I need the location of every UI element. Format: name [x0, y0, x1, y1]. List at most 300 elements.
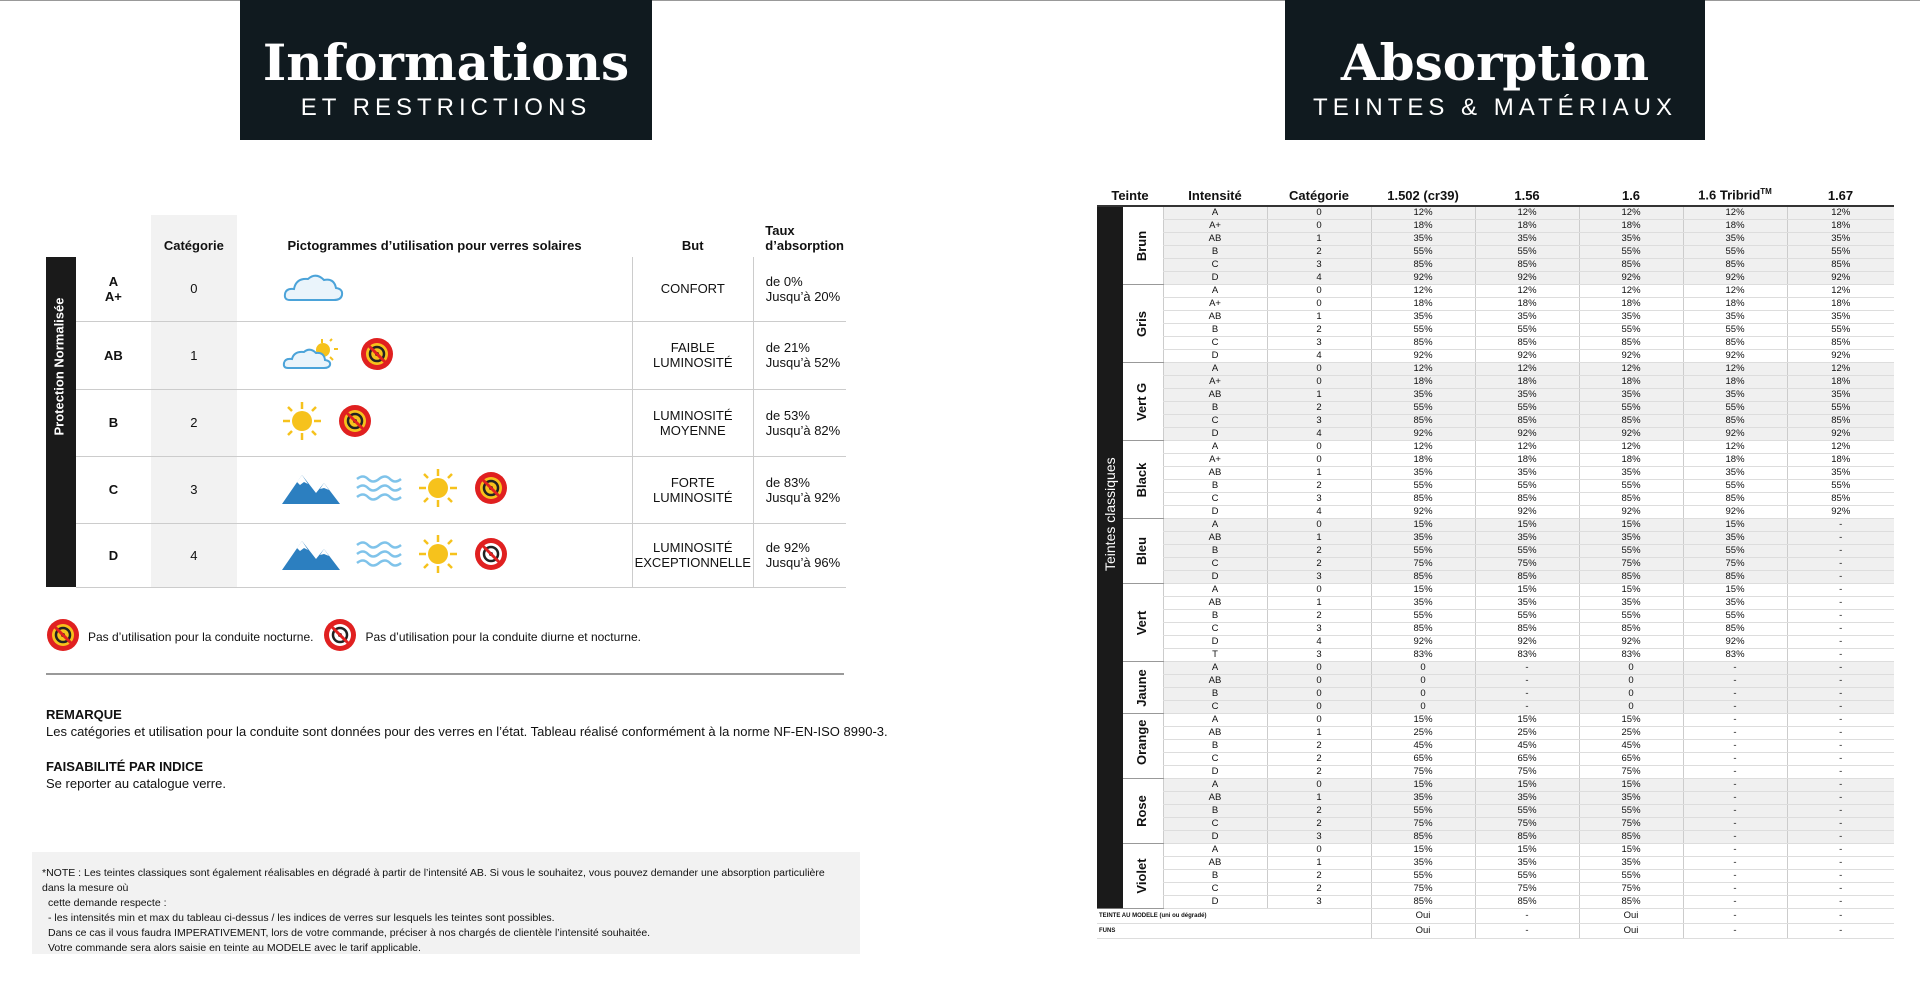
cell: 83%: [1579, 649, 1683, 662]
cell: 35%: [1787, 311, 1894, 324]
cloud-sun-icon: [282, 337, 344, 374]
taux-line: de 92%: [765, 540, 810, 555]
tint-row: [1097, 844, 1894, 857]
cell: 0: [1267, 220, 1371, 233]
col-167: 1.67: [1787, 186, 1894, 206]
tint-row: [1097, 519, 1894, 532]
tint-name: Gris: [1134, 310, 1149, 337]
cell: 55%: [1787, 246, 1894, 259]
cell: 12%: [1683, 441, 1787, 454]
cell: 85%: [1371, 571, 1475, 584]
mountain-icon: [282, 537, 340, 574]
footer-cell: -: [1683, 924, 1787, 939]
cell: 85%: [1371, 337, 1475, 350]
cell: 85%: [1475, 259, 1579, 272]
tint-row: [1097, 623, 1894, 636]
category-row: [46, 321, 846, 389]
but-line: FAIBLE: [670, 340, 715, 355]
tint-row: [1097, 402, 1894, 415]
cell: 0: [1579, 688, 1683, 701]
cell: 85%: [1683, 415, 1787, 428]
cell: 3: [1267, 831, 1371, 844]
sun-icon: [418, 468, 458, 511]
cell: 85%: [1683, 571, 1787, 584]
cell: 12%: [1683, 285, 1787, 298]
cell: 18%: [1371, 220, 1475, 233]
cell: 92%: [1683, 350, 1787, 363]
tint-row: [1097, 350, 1894, 363]
footer-label: TEINTE AU MODELE (uni ou dégradé): [1097, 909, 1371, 924]
cell: 15%: [1683, 584, 1787, 597]
col-16: 1.6: [1579, 186, 1683, 206]
tint-group-label: [1123, 441, 1163, 519]
but-line: EXCEPTIONNELLE: [634, 555, 751, 570]
taux-cell: [753, 257, 846, 321]
cell: -: [1787, 727, 1894, 740]
cell: 75%: [1683, 558, 1787, 571]
taux-cell: [753, 389, 846, 456]
cell: 35%: [1371, 532, 1475, 545]
cell: A: [1163, 844, 1267, 857]
cell: A: [1163, 662, 1267, 675]
cell: -: [1683, 883, 1787, 896]
cell: D: [1163, 506, 1267, 519]
tint-name: Jaune: [1134, 668, 1149, 707]
cell: 35%: [1371, 597, 1475, 610]
cell: 18%: [1371, 376, 1475, 389]
cell: 12%: [1475, 363, 1579, 376]
cell: 3: [1267, 623, 1371, 636]
footer-cell: -: [1475, 909, 1579, 924]
categorie-cell: 3: [151, 456, 237, 523]
teintes-classiques-sidebar: [1097, 206, 1123, 909]
cell: D: [1163, 428, 1267, 441]
cell: 2: [1267, 402, 1371, 415]
divider: [46, 673, 844, 675]
cell: 12%: [1579, 285, 1683, 298]
cell: -: [1787, 818, 1894, 831]
cell: 12%: [1683, 363, 1787, 376]
cell: 15%: [1371, 714, 1475, 727]
cell: 85%: [1475, 571, 1579, 584]
cell: 2: [1267, 480, 1371, 493]
intensity-letters: [76, 523, 151, 587]
cell: -: [1683, 727, 1787, 740]
cell: A: [1163, 519, 1267, 532]
cell: 92%: [1579, 506, 1683, 519]
sidebar-label: Protection Normalisée: [51, 297, 67, 435]
cell: 85%: [1683, 259, 1787, 272]
cell: 75%: [1579, 818, 1683, 831]
cell: 18%: [1683, 220, 1787, 233]
cell: -: [1787, 831, 1894, 844]
cell: 15%: [1579, 844, 1683, 857]
cell: 92%: [1787, 350, 1894, 363]
tint-name: Black: [1134, 462, 1149, 497]
cell: -: [1683, 779, 1787, 792]
cell: -: [1787, 675, 1894, 688]
cell: 75%: [1475, 766, 1579, 779]
cell: 92%: [1371, 506, 1475, 519]
cell: C: [1163, 818, 1267, 831]
cell: -: [1475, 701, 1579, 714]
cell: 55%: [1475, 545, 1579, 558]
banner-title: Absorption: [1340, 33, 1650, 92]
cell: 85%: [1371, 623, 1475, 636]
taux-line: Jusqu’à 52%: [765, 355, 841, 370]
cell: 45%: [1371, 740, 1475, 753]
cell: AB: [1163, 792, 1267, 805]
cell: A: [1163, 779, 1267, 792]
cell: -: [1787, 545, 1894, 558]
cell: 85%: [1579, 623, 1683, 636]
cell: -: [1683, 857, 1787, 870]
cell: 55%: [1579, 246, 1683, 259]
tint-group-label: [1123, 779, 1163, 844]
categorie-cell: 2: [151, 389, 237, 456]
tribrid-tm: TM: [1760, 187, 1772, 197]
cell: 92%: [1371, 350, 1475, 363]
tint-name: Vert: [1134, 610, 1149, 635]
cell: 4: [1267, 350, 1371, 363]
tint-row: [1097, 324, 1894, 337]
cell: -: [1475, 688, 1579, 701]
cell: A+: [1163, 454, 1267, 467]
taux-line: Jusqu’à 92%: [765, 489, 841, 505]
cell: -: [1787, 662, 1894, 675]
cell: 85%: [1683, 337, 1787, 350]
cell: 83%: [1371, 649, 1475, 662]
cell: 3: [1267, 649, 1371, 662]
banner-title: Informations: [262, 33, 630, 92]
cell: -: [1683, 714, 1787, 727]
cell: B: [1163, 688, 1267, 701]
cell: -: [1787, 792, 1894, 805]
cell: AB: [1163, 389, 1267, 402]
but-line: LUMINOSITÉ: [653, 540, 733, 555]
cell: 85%: [1787, 493, 1894, 506]
note-box: [32, 852, 860, 954]
cell: -: [1787, 701, 1894, 714]
cell: 85%: [1475, 493, 1579, 506]
sun-icon: [418, 534, 458, 577]
cell: 0: [1267, 376, 1371, 389]
cell: 55%: [1371, 805, 1475, 818]
cell: -: [1683, 831, 1787, 844]
faisabilite-title: FAISABILITÉ PAR INDICE: [46, 759, 204, 774]
cell: 2: [1267, 324, 1371, 337]
cell: -: [1787, 519, 1894, 532]
cell: T: [1163, 649, 1267, 662]
cell: -: [1787, 610, 1894, 623]
cell: 55%: [1371, 545, 1475, 558]
cell: C: [1163, 558, 1267, 571]
cell: -: [1787, 623, 1894, 636]
col-categorie: Catégorie: [1267, 186, 1371, 206]
taux-cell: [753, 321, 846, 389]
cell: 65%: [1371, 753, 1475, 766]
cell: 85%: [1579, 259, 1683, 272]
cell: 55%: [1787, 402, 1894, 415]
cell: 85%: [1787, 337, 1894, 350]
col-intensite: Intensité: [1163, 186, 1267, 206]
cell: 0: [1579, 662, 1683, 675]
cell: 35%: [1371, 857, 1475, 870]
footer-cell: -: [1787, 909, 1894, 924]
cell: 15%: [1683, 519, 1787, 532]
cell: 75%: [1371, 558, 1475, 571]
cell: 92%: [1787, 428, 1894, 441]
cell: 3: [1267, 493, 1371, 506]
tint-group-label: [1123, 584, 1163, 662]
cell: 75%: [1475, 558, 1579, 571]
cell: 55%: [1683, 480, 1787, 493]
cell: 55%: [1475, 402, 1579, 415]
cell: 0: [1267, 441, 1371, 454]
cell: 1: [1267, 311, 1371, 324]
informations-banner: [240, 0, 652, 140]
cell: 2: [1267, 545, 1371, 558]
cell: 12%: [1683, 206, 1787, 220]
cell: 18%: [1579, 220, 1683, 233]
cell: C: [1163, 623, 1267, 636]
remarque-text: Les catégories et utilisation pour la conduite sont données pour des verres en l’état. Tableau réalisé conformément à la norme NF-EN-ISO 8990-3.: [46, 724, 888, 739]
cell: D: [1163, 896, 1267, 909]
cell: 92%: [1683, 636, 1787, 649]
cell: AB: [1163, 727, 1267, 740]
cell: 0: [1267, 688, 1371, 701]
cell: -: [1683, 662, 1787, 675]
cell: 85%: [1475, 337, 1579, 350]
no-driving-icon: [323, 618, 357, 655]
cell: 92%: [1475, 636, 1579, 649]
categorie-cell: 4: [151, 523, 237, 587]
footer-cell: Oui: [1371, 924, 1475, 939]
cell: 55%: [1371, 610, 1475, 623]
tint-row: [1097, 337, 1894, 350]
cell: AB: [1163, 857, 1267, 870]
cell: B: [1163, 545, 1267, 558]
cell: -: [1683, 870, 1787, 883]
cell: C: [1163, 701, 1267, 714]
cell: 1: [1267, 389, 1371, 402]
footer-cell: Oui: [1371, 909, 1475, 924]
footer-cell: -: [1683, 909, 1787, 924]
cell: 0: [1267, 298, 1371, 311]
footer-cell: Oui: [1579, 924, 1683, 939]
but-line: FORTE: [670, 474, 715, 490]
tint-row: [1097, 740, 1894, 753]
cell: 55%: [1579, 545, 1683, 558]
cell: -: [1787, 753, 1894, 766]
col-teinte: Teinte: [1097, 186, 1163, 206]
categories-table: [46, 215, 846, 588]
cell: B: [1163, 740, 1267, 753]
taux-line: Jusqu’à 20%: [765, 288, 841, 304]
cell: C: [1163, 883, 1267, 896]
cell: 0: [1267, 844, 1371, 857]
cell: 2: [1267, 766, 1371, 779]
pictograms-cell: [237, 456, 632, 523]
tint-row: [1097, 584, 1894, 597]
tint-name: Violet: [1134, 858, 1149, 894]
cell: 35%: [1475, 792, 1579, 805]
cell: 15%: [1371, 779, 1475, 792]
cell: 2: [1267, 558, 1371, 571]
cell: 35%: [1371, 467, 1475, 480]
cell: 85%: [1371, 896, 1475, 909]
cell: 85%: [1371, 259, 1475, 272]
cell: 35%: [1579, 792, 1683, 805]
cell: 55%: [1371, 870, 1475, 883]
cell: -: [1475, 675, 1579, 688]
cell: 85%: [1371, 415, 1475, 428]
tint-row: [1097, 506, 1894, 519]
tint-row: [1097, 714, 1894, 727]
cell: 12%: [1579, 441, 1683, 454]
cell: -: [1683, 792, 1787, 805]
tint-name: Vert G: [1134, 382, 1149, 421]
cell: 65%: [1475, 753, 1579, 766]
tint-name: Rose: [1134, 795, 1149, 827]
cell: 12%: [1475, 441, 1579, 454]
cell: 35%: [1371, 389, 1475, 402]
sidebar-label: Teintes classiques: [1102, 456, 1118, 571]
cell: 92%: [1475, 272, 1579, 285]
tint-row: [1097, 649, 1894, 662]
but-line: MOYENNE: [659, 422, 726, 438]
cell: 4: [1267, 506, 1371, 519]
cell: 92%: [1683, 272, 1787, 285]
cell: AB: [1163, 233, 1267, 246]
cell: 18%: [1371, 454, 1475, 467]
cell: D: [1163, 636, 1267, 649]
cell: -: [1787, 766, 1894, 779]
cell: 18%: [1579, 376, 1683, 389]
but-cell: [632, 389, 753, 456]
cell: 0: [1267, 701, 1371, 714]
tint-row: [1097, 233, 1894, 246]
but-line: CONFORT: [660, 281, 725, 297]
no-night-driving-icon: [474, 471, 508, 508]
cell: 55%: [1579, 402, 1683, 415]
cell: 35%: [1683, 389, 1787, 402]
cell: -: [1787, 883, 1894, 896]
cell: 1: [1267, 532, 1371, 545]
cell: 55%: [1579, 805, 1683, 818]
tint-row: [1097, 532, 1894, 545]
but-cell: [632, 257, 753, 321]
letter: D: [108, 547, 119, 563]
cell: 25%: [1579, 727, 1683, 740]
cell: 92%: [1475, 428, 1579, 441]
tint-row: [1097, 766, 1894, 779]
legend-night: Pas d’utilisation pour la conduite nocturne.: [88, 629, 314, 644]
tint-row: [1097, 441, 1894, 454]
cell: D: [1163, 272, 1267, 285]
cell: -: [1787, 740, 1894, 753]
header-categorie: Catégorie: [151, 215, 237, 257]
cell: 92%: [1475, 350, 1579, 363]
cell: 55%: [1683, 545, 1787, 558]
cell: -: [1683, 675, 1787, 688]
col-16-tribrid: [1683, 186, 1787, 206]
tint-row: [1097, 467, 1894, 480]
cell: 35%: [1579, 597, 1683, 610]
cell: 4: [1267, 636, 1371, 649]
category-row: [46, 523, 846, 587]
cell: -: [1683, 688, 1787, 701]
tint-row: [1097, 857, 1894, 870]
cell: 0: [1371, 675, 1475, 688]
cell: C: [1163, 259, 1267, 272]
cell: 35%: [1579, 532, 1683, 545]
tint-row: [1097, 298, 1894, 311]
cell: -: [1475, 662, 1579, 675]
cell: 55%: [1683, 246, 1787, 259]
intensity-letters: [76, 321, 151, 389]
cell: 55%: [1787, 324, 1894, 337]
tint-row: [1097, 701, 1894, 714]
cell: 18%: [1475, 376, 1579, 389]
cell: B: [1163, 610, 1267, 623]
cell: 15%: [1579, 714, 1683, 727]
banner-subtitle: ET RESTRICTIONS: [300, 94, 592, 121]
cell: 2: [1267, 753, 1371, 766]
pictograms-cell: [237, 523, 632, 587]
sun-icon: [282, 401, 322, 444]
cell: 75%: [1371, 766, 1475, 779]
cell: 3: [1267, 337, 1371, 350]
cell: 12%: [1371, 441, 1475, 454]
cell: AB: [1163, 675, 1267, 688]
letter: C: [108, 482, 119, 497]
footer-cell: -: [1787, 924, 1894, 939]
cell: 35%: [1579, 389, 1683, 402]
cell: 35%: [1475, 532, 1579, 545]
header-pictos: Pictogrammes d’utilisation pour verres solaires: [287, 238, 582, 253]
water-icon: [356, 539, 402, 572]
cell: 15%: [1475, 779, 1579, 792]
taux-line: de 21%: [765, 340, 810, 355]
cell: -: [1683, 766, 1787, 779]
cell: -: [1683, 740, 1787, 753]
letter: A+: [104, 288, 122, 304]
cell: -: [1787, 714, 1894, 727]
cell: 25%: [1475, 727, 1579, 740]
cell: 55%: [1475, 480, 1579, 493]
cell: 0: [1267, 662, 1371, 675]
tint-row: [1097, 220, 1894, 233]
tint-group-label: [1123, 662, 1163, 714]
cell: 35%: [1475, 857, 1579, 870]
cell: 35%: [1475, 467, 1579, 480]
cell: 0: [1371, 688, 1475, 701]
cell: 0: [1579, 675, 1683, 688]
cell: -: [1787, 584, 1894, 597]
legend: [46, 618, 649, 655]
cell: C: [1163, 753, 1267, 766]
cell: C: [1163, 493, 1267, 506]
cell: C: [1163, 337, 1267, 350]
footer-label: FUNS: [1097, 924, 1371, 939]
tint-row: [1097, 558, 1894, 571]
tint-row: [1097, 688, 1894, 701]
cell: 35%: [1683, 233, 1787, 246]
cell: 85%: [1579, 896, 1683, 909]
cell: 18%: [1579, 454, 1683, 467]
cell: 3: [1267, 259, 1371, 272]
